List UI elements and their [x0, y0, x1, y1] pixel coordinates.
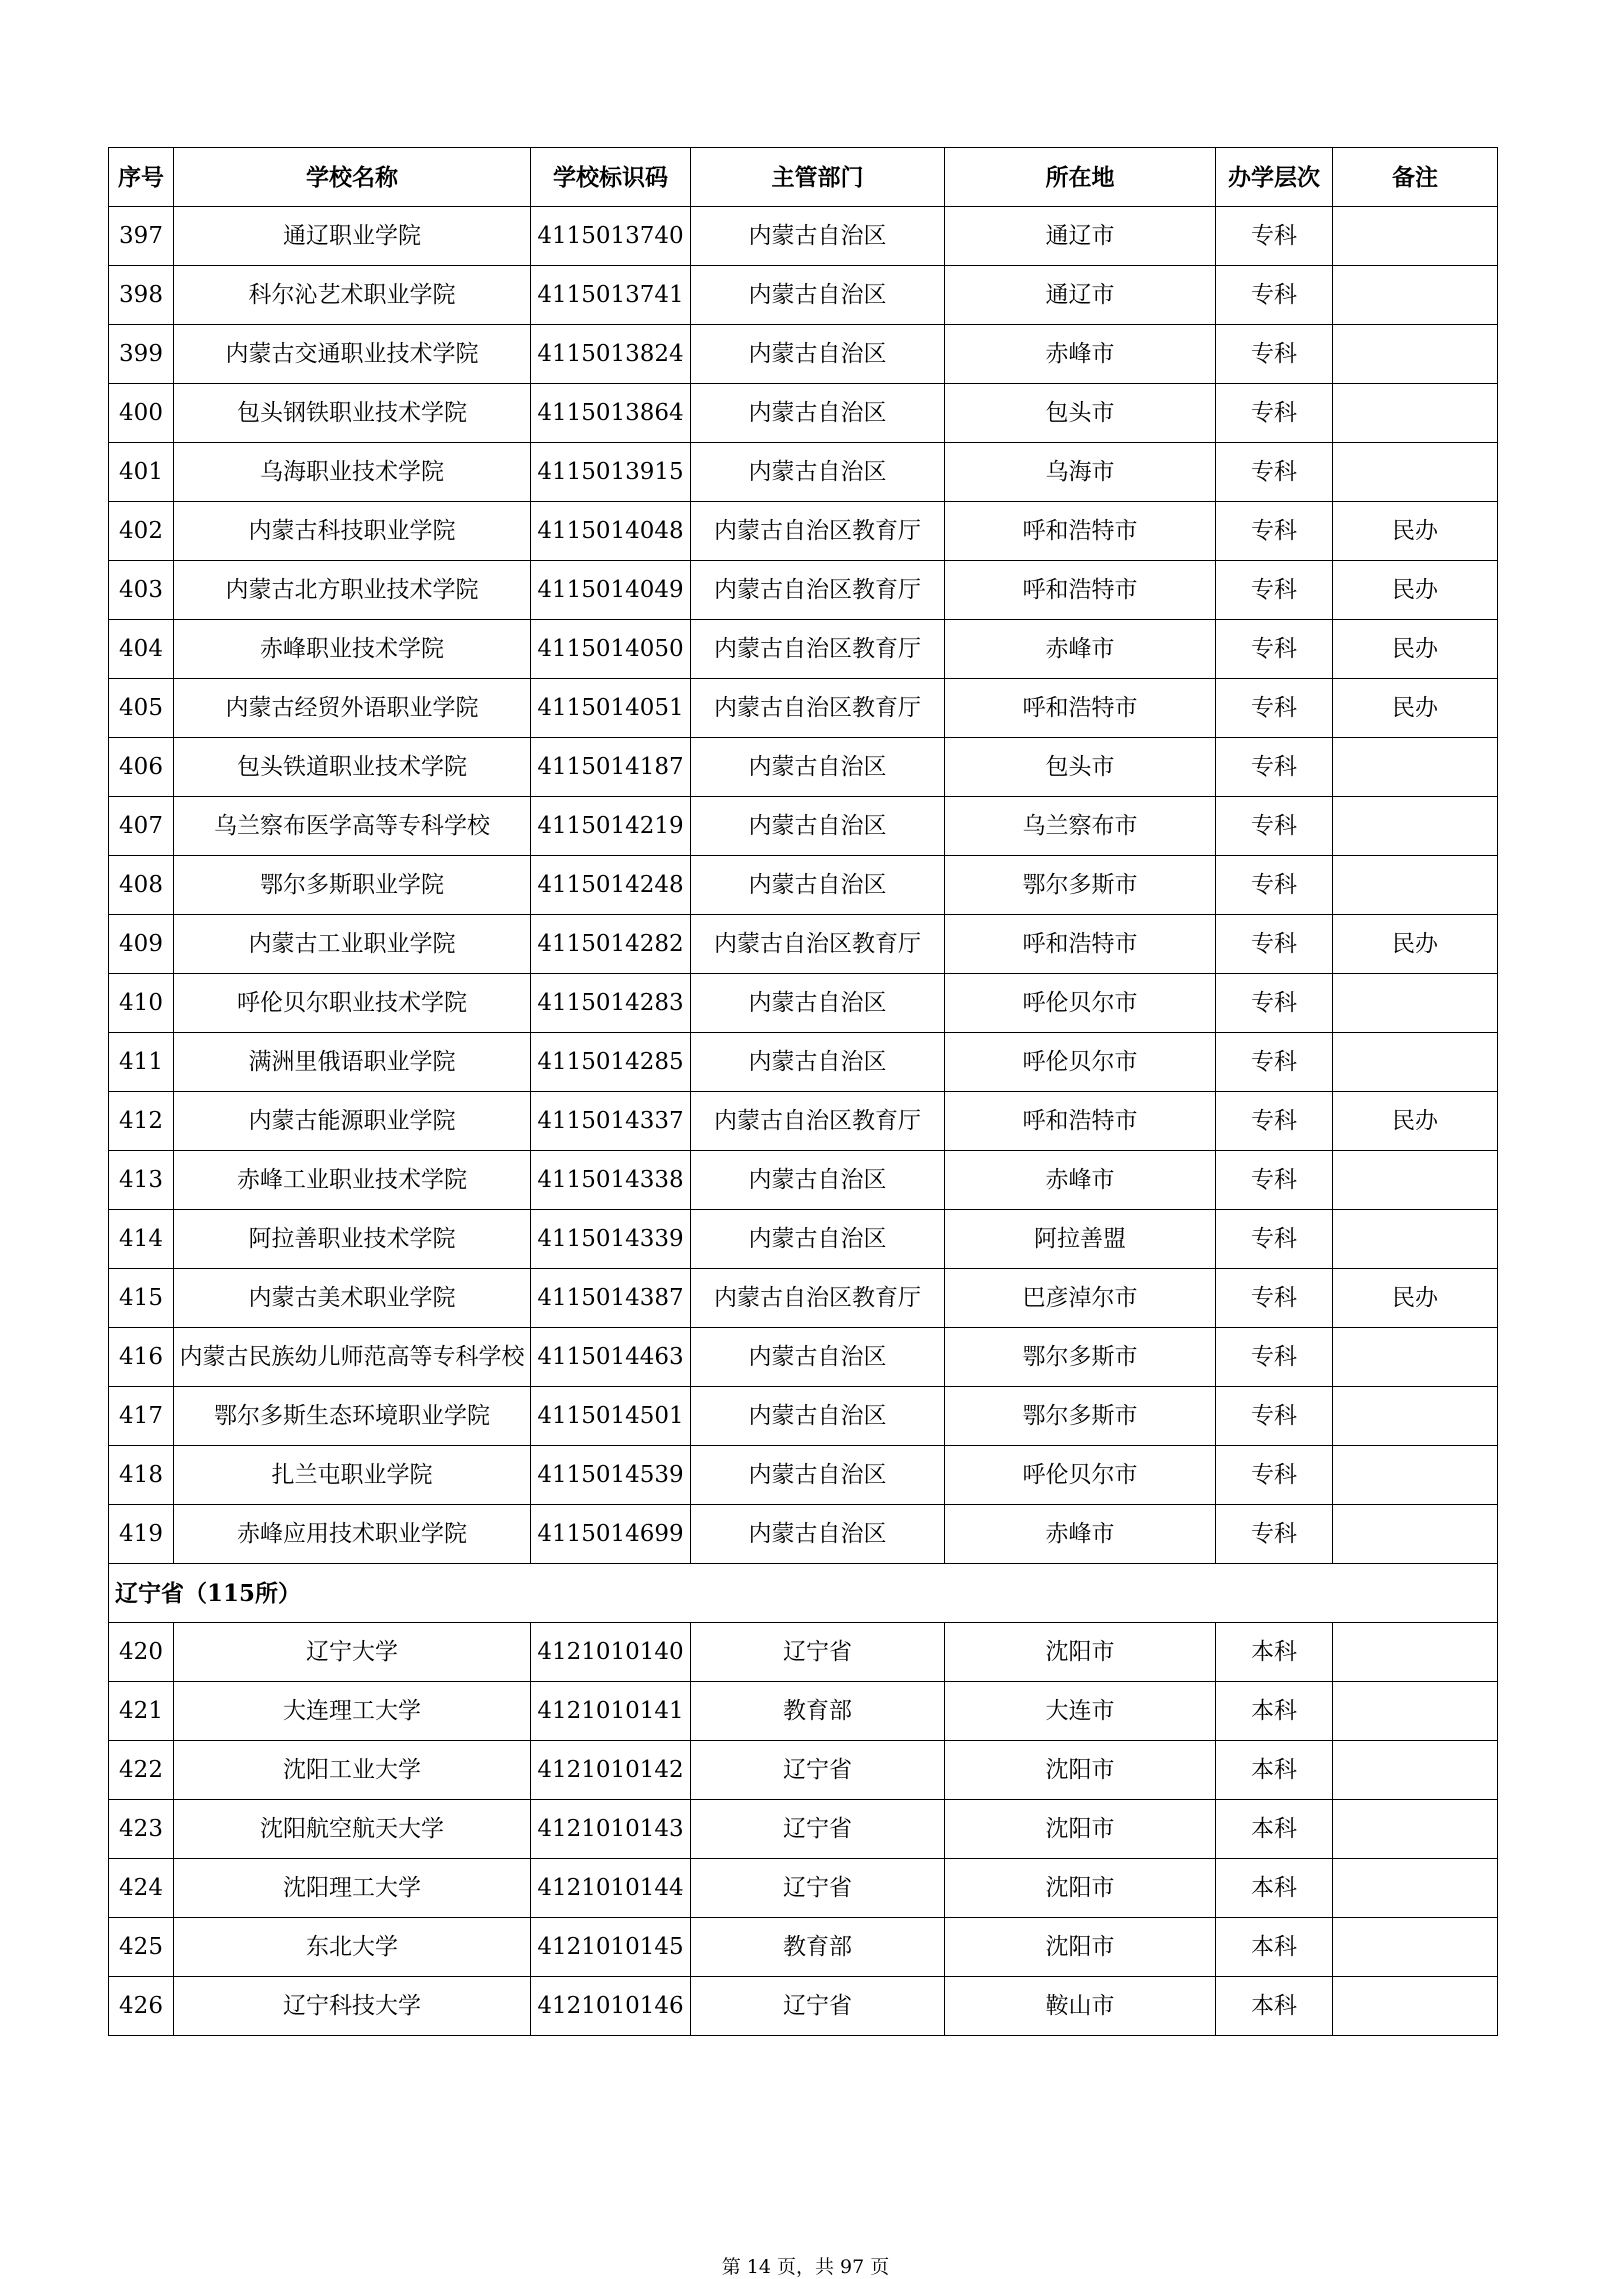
school-code-cell: 4115014339 [531, 1210, 691, 1269]
school-code-cell: 4121010144 [531, 1859, 691, 1918]
index-cell: 408 [109, 856, 174, 915]
school-name-cell: 内蒙古北方职业技术学院 [174, 561, 531, 620]
note-cell [1333, 1977, 1498, 2036]
table-row [109, 1918, 1498, 1977]
location-cell: 鄂尔多斯市 [945, 856, 1216, 915]
department-cell: 内蒙古自治区 [691, 443, 945, 502]
department-cell: 内蒙古自治区 [691, 1033, 945, 1092]
school-code-cell: 4115014049 [531, 561, 691, 620]
level-cell: 专科 [1216, 620, 1333, 679]
column-header: 办学层次 [1216, 148, 1333, 207]
school-code-cell: 4115014050 [531, 620, 691, 679]
department-cell: 教育部 [691, 1682, 945, 1741]
index-cell: 412 [109, 1092, 174, 1151]
school-code-cell: 4121010141 [531, 1682, 691, 1741]
note-cell [1333, 1741, 1498, 1800]
table-row [109, 1682, 1498, 1741]
school-code-cell: 4115014463 [531, 1328, 691, 1387]
table-row [109, 738, 1498, 797]
note-cell [1333, 856, 1498, 915]
level-cell: 专科 [1216, 738, 1333, 797]
table-row [109, 207, 1498, 266]
note-cell: 民办 [1333, 561, 1498, 620]
school-name-cell: 鄂尔多斯生态环境职业学院 [174, 1387, 531, 1446]
department-cell: 内蒙古自治区 [691, 1446, 945, 1505]
level-cell: 专科 [1216, 1505, 1333, 1564]
table-row [109, 1210, 1498, 1269]
table-row [109, 1387, 1498, 1446]
index-cell: 405 [109, 679, 174, 738]
level-cell: 专科 [1216, 974, 1333, 1033]
note-cell [1333, 1033, 1498, 1092]
school-code-cell: 4121010142 [531, 1741, 691, 1800]
level-cell: 专科 [1216, 1328, 1333, 1387]
location-cell: 阿拉善盟 [945, 1210, 1216, 1269]
school-name-cell: 满洲里俄语职业学院 [174, 1033, 531, 1092]
note-cell [1333, 1210, 1498, 1269]
table-row [109, 1741, 1498, 1800]
school-name-cell: 内蒙古经贸外语职业学院 [174, 679, 531, 738]
level-cell: 专科 [1216, 1210, 1333, 1269]
school-name-cell: 辽宁科技大学 [174, 1977, 531, 2036]
level-cell: 专科 [1216, 1269, 1333, 1328]
level-cell: 专科 [1216, 679, 1333, 738]
index-cell: 407 [109, 797, 174, 856]
department-cell: 教育部 [691, 1918, 945, 1977]
school-code-cell: 4115014338 [531, 1151, 691, 1210]
location-cell: 呼和浩特市 [945, 1092, 1216, 1151]
school-code-cell: 4115013741 [531, 266, 691, 325]
level-cell: 专科 [1216, 325, 1333, 384]
index-cell: 411 [109, 1033, 174, 1092]
department-cell: 辽宁省 [691, 1800, 945, 1859]
table-row [109, 1328, 1498, 1387]
department-cell: 内蒙古自治区教育厅 [691, 915, 945, 974]
location-cell: 沈阳市 [945, 1918, 1216, 1977]
note-cell: 民办 [1333, 1269, 1498, 1328]
department-cell: 辽宁省 [691, 1741, 945, 1800]
level-cell: 专科 [1216, 1092, 1333, 1151]
level-cell: 本科 [1216, 1741, 1333, 1800]
note-cell [1333, 797, 1498, 856]
school-code-cell: 4121010146 [531, 1977, 691, 2036]
level-cell: 专科 [1216, 1033, 1333, 1092]
level-cell: 专科 [1216, 1387, 1333, 1446]
level-cell: 专科 [1216, 561, 1333, 620]
note-cell: 民办 [1333, 915, 1498, 974]
level-cell: 本科 [1216, 1859, 1333, 1918]
location-cell: 呼和浩特市 [945, 561, 1216, 620]
note-cell: 民办 [1333, 502, 1498, 561]
school-code-cell: 4115014387 [531, 1269, 691, 1328]
table-row [109, 502, 1498, 561]
note-cell [1333, 325, 1498, 384]
school-name-cell: 赤峰应用技术职业学院 [174, 1505, 531, 1564]
index-cell: 419 [109, 1505, 174, 1564]
location-cell: 包头市 [945, 384, 1216, 443]
index-cell: 426 [109, 1977, 174, 2036]
location-cell: 呼伦贝尔市 [945, 1033, 1216, 1092]
location-cell: 呼和浩特市 [945, 679, 1216, 738]
location-cell: 包头市 [945, 738, 1216, 797]
note-cell: 民办 [1333, 1092, 1498, 1151]
table-row [109, 1859, 1498, 1918]
level-cell: 专科 [1216, 915, 1333, 974]
department-cell: 内蒙古自治区 [691, 1328, 945, 1387]
school-code-cell: 4115014283 [531, 974, 691, 1033]
school-code-cell: 4115014699 [531, 1505, 691, 1564]
index-cell: 399 [109, 325, 174, 384]
department-cell: 内蒙古自治区 [691, 207, 945, 266]
department-cell: 内蒙古自治区教育厅 [691, 561, 945, 620]
table-row [109, 443, 1498, 502]
level-cell: 本科 [1216, 1623, 1333, 1682]
department-cell: 内蒙古自治区教育厅 [691, 679, 945, 738]
note-cell [1333, 1505, 1498, 1564]
school-name-cell: 沈阳工业大学 [174, 1741, 531, 1800]
school-code-cell: 4115014051 [531, 679, 691, 738]
department-cell: 内蒙古自治区 [691, 856, 945, 915]
school-code-cell: 4115013915 [531, 443, 691, 502]
note-cell [1333, 207, 1498, 266]
section-label: 辽宁省（115所） [109, 1564, 1498, 1623]
location-cell: 乌海市 [945, 443, 1216, 502]
index-cell: 410 [109, 974, 174, 1033]
school-code-cell: 4115013864 [531, 384, 691, 443]
index-cell: 423 [109, 1800, 174, 1859]
school-name-cell: 呼伦贝尔职业技术学院 [174, 974, 531, 1033]
column-header: 学校名称 [174, 148, 531, 207]
school-code-cell: 4121010143 [531, 1800, 691, 1859]
school-code-cell: 4115013740 [531, 207, 691, 266]
note-cell: 民办 [1333, 620, 1498, 679]
school-name-cell: 内蒙古民族幼儿师范高等专科学校 [174, 1328, 531, 1387]
table-row [109, 266, 1498, 325]
school-code-cell: 4121010145 [531, 1918, 691, 1977]
department-cell: 内蒙古自治区 [691, 797, 945, 856]
column-header: 备注 [1333, 148, 1498, 207]
department-cell: 辽宁省 [691, 1977, 945, 2036]
location-cell: 呼伦贝尔市 [945, 1446, 1216, 1505]
school-code-cell: 4115014187 [531, 738, 691, 797]
school-code-cell: 4115014248 [531, 856, 691, 915]
index-cell: 424 [109, 1859, 174, 1918]
section-row [109, 1564, 1498, 1623]
index-cell: 401 [109, 443, 174, 502]
school-name-cell: 大连理工大学 [174, 1682, 531, 1741]
level-cell: 本科 [1216, 1800, 1333, 1859]
table-row [109, 325, 1498, 384]
table-row [109, 1505, 1498, 1564]
school-name-cell: 赤峰职业技术学院 [174, 620, 531, 679]
school-code-cell: 4115014285 [531, 1033, 691, 1092]
table-row [109, 384, 1498, 443]
index-cell: 403 [109, 561, 174, 620]
location-cell: 沈阳市 [945, 1800, 1216, 1859]
school-code-cell: 4115013824 [531, 325, 691, 384]
index-cell: 421 [109, 1682, 174, 1741]
index-cell: 400 [109, 384, 174, 443]
note-cell [1333, 1387, 1498, 1446]
department-cell: 辽宁省 [691, 1623, 945, 1682]
location-cell: 呼伦贝尔市 [945, 974, 1216, 1033]
level-cell: 专科 [1216, 1151, 1333, 1210]
school-code-cell: 4115014219 [531, 797, 691, 856]
column-header: 所在地 [945, 148, 1216, 207]
index-cell: 416 [109, 1328, 174, 1387]
index-cell: 414 [109, 1210, 174, 1269]
note-cell [1333, 266, 1498, 325]
school-code-cell: 4115014048 [531, 502, 691, 561]
location-cell: 沈阳市 [945, 1623, 1216, 1682]
table-row [109, 797, 1498, 856]
note-cell [1333, 1682, 1498, 1741]
location-cell: 通辽市 [945, 207, 1216, 266]
table-row [109, 915, 1498, 974]
department-cell: 内蒙古自治区教育厅 [691, 1092, 945, 1151]
index-cell: 417 [109, 1387, 174, 1446]
school-code-cell: 4121010140 [531, 1623, 691, 1682]
school-name-cell: 沈阳航空航天大学 [174, 1800, 531, 1859]
school-name-cell: 赤峰工业职业技术学院 [174, 1151, 531, 1210]
note-cell [1333, 443, 1498, 502]
department-cell: 内蒙古自治区 [691, 384, 945, 443]
table-row [109, 679, 1498, 738]
level-cell: 本科 [1216, 1682, 1333, 1741]
department-cell: 内蒙古自治区 [691, 266, 945, 325]
table-row [109, 1092, 1498, 1151]
note-cell: 民办 [1333, 679, 1498, 738]
location-cell: 赤峰市 [945, 1505, 1216, 1564]
department-cell: 内蒙古自治区 [691, 325, 945, 384]
location-cell: 赤峰市 [945, 1151, 1216, 1210]
note-cell [1333, 1918, 1498, 1977]
department-cell: 内蒙古自治区教育厅 [691, 502, 945, 561]
school-name-cell: 科尔沁艺术职业学院 [174, 266, 531, 325]
location-cell: 鄂尔多斯市 [945, 1328, 1216, 1387]
location-cell: 鄂尔多斯市 [945, 1387, 1216, 1446]
school-name-cell: 鄂尔多斯职业学院 [174, 856, 531, 915]
department-cell: 内蒙古自治区 [691, 974, 945, 1033]
department-cell: 内蒙古自治区 [691, 738, 945, 797]
school-name-cell: 乌兰察布医学高等专科学校 [174, 797, 531, 856]
table-row [109, 856, 1498, 915]
level-cell: 专科 [1216, 797, 1333, 856]
index-cell: 422 [109, 1741, 174, 1800]
index-cell: 402 [109, 502, 174, 561]
school-code-cell: 4115014337 [531, 1092, 691, 1151]
table-row [109, 1269, 1498, 1328]
school-table [108, 147, 1498, 2036]
school-name-cell: 乌海职业技术学院 [174, 443, 531, 502]
index-cell: 413 [109, 1151, 174, 1210]
column-header: 主管部门 [691, 148, 945, 207]
school-name-cell: 内蒙古工业职业学院 [174, 915, 531, 974]
school-name-cell: 阿拉善职业技术学院 [174, 1210, 531, 1269]
level-cell: 专科 [1216, 384, 1333, 443]
index-cell: 420 [109, 1623, 174, 1682]
table-header [109, 148, 1498, 207]
location-cell: 巴彦淖尔市 [945, 1269, 1216, 1328]
school-name-cell: 内蒙古美术职业学院 [174, 1269, 531, 1328]
index-cell: 404 [109, 620, 174, 679]
level-cell: 本科 [1216, 1977, 1333, 2036]
school-code-cell: 4115014282 [531, 915, 691, 974]
table-row [109, 1033, 1498, 1092]
school-name-cell: 包头钢铁职业技术学院 [174, 384, 531, 443]
table-row [109, 1977, 1498, 2036]
index-cell: 425 [109, 1918, 174, 1977]
level-cell: 专科 [1216, 443, 1333, 502]
table-row [109, 1446, 1498, 1505]
department-cell: 内蒙古自治区 [691, 1151, 945, 1210]
location-cell: 大连市 [945, 1682, 1216, 1741]
school-name-cell: 内蒙古交通职业技术学院 [174, 325, 531, 384]
location-cell: 呼和浩特市 [945, 502, 1216, 561]
table-row [109, 1800, 1498, 1859]
department-cell: 辽宁省 [691, 1859, 945, 1918]
department-cell: 内蒙古自治区教育厅 [691, 1269, 945, 1328]
note-cell [1333, 1800, 1498, 1859]
location-cell: 沈阳市 [945, 1741, 1216, 1800]
table-row [109, 1623, 1498, 1682]
location-cell: 赤峰市 [945, 325, 1216, 384]
note-cell [1333, 384, 1498, 443]
location-cell: 乌兰察布市 [945, 797, 1216, 856]
department-cell: 内蒙古自治区 [691, 1505, 945, 1564]
page-footer: 第 14 页，共 97 页 [721, 2256, 890, 2278]
department-cell: 内蒙古自治区 [691, 1387, 945, 1446]
school-name-cell: 通辽职业学院 [174, 207, 531, 266]
school-name-cell: 扎兰屯职业学院 [174, 1446, 531, 1505]
level-cell: 本科 [1216, 1918, 1333, 1977]
table-row [109, 974, 1498, 1033]
department-cell: 内蒙古自治区教育厅 [691, 620, 945, 679]
column-header: 序号 [109, 148, 174, 207]
level-cell: 专科 [1216, 207, 1333, 266]
school-code-cell: 4115014501 [531, 1387, 691, 1446]
note-cell [1333, 1446, 1498, 1505]
index-cell: 415 [109, 1269, 174, 1328]
school-code-cell: 4115014539 [531, 1446, 691, 1505]
header-row [109, 148, 1498, 207]
location-cell: 鞍山市 [945, 1977, 1216, 2036]
index-cell: 418 [109, 1446, 174, 1505]
school-name-cell: 包头铁道职业技术学院 [174, 738, 531, 797]
school-name-cell: 东北大学 [174, 1918, 531, 1977]
school-name-cell: 内蒙古能源职业学院 [174, 1092, 531, 1151]
location-cell: 赤峰市 [945, 620, 1216, 679]
level-cell: 专科 [1216, 266, 1333, 325]
table-row [109, 1151, 1498, 1210]
note-cell [1333, 1859, 1498, 1918]
level-cell: 专科 [1216, 502, 1333, 561]
school-name-cell: 辽宁大学 [174, 1623, 531, 1682]
table-row [109, 620, 1498, 679]
index-cell: 397 [109, 207, 174, 266]
note-cell [1333, 974, 1498, 1033]
note-cell [1333, 1151, 1498, 1210]
note-cell [1333, 1623, 1498, 1682]
note-cell [1333, 738, 1498, 797]
school-name-cell: 沈阳理工大学 [174, 1859, 531, 1918]
index-cell: 398 [109, 266, 174, 325]
table-row [109, 561, 1498, 620]
level-cell: 专科 [1216, 1446, 1333, 1505]
department-cell: 内蒙古自治区 [691, 1210, 945, 1269]
level-cell: 专科 [1216, 856, 1333, 915]
location-cell: 沈阳市 [945, 1859, 1216, 1918]
school-name-cell: 内蒙古科技职业学院 [174, 502, 531, 561]
note-cell [1333, 1328, 1498, 1387]
table-body [109, 207, 1498, 2036]
location-cell: 通辽市 [945, 266, 1216, 325]
column-header: 学校标识码 [531, 148, 691, 207]
index-cell: 409 [109, 915, 174, 974]
location-cell: 呼和浩特市 [945, 915, 1216, 974]
index-cell: 406 [109, 738, 174, 797]
